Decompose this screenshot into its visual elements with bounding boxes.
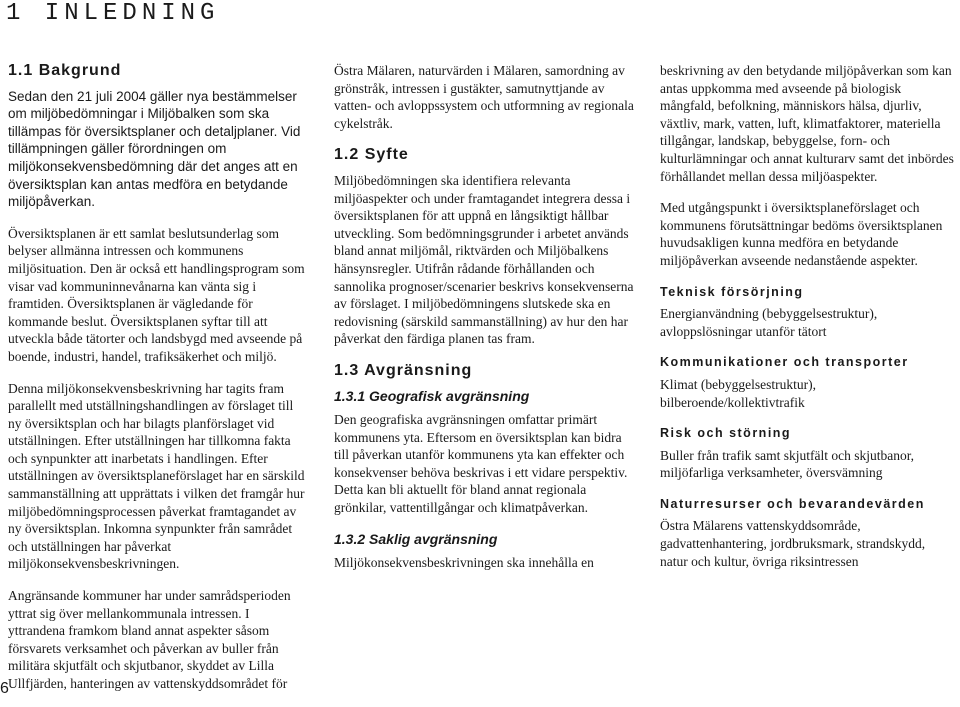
paragraph: Översiktsplanen är ett samlat beslutsunderlag som belyser allmänna intressen och kommunens miljösituation. Den är också ett handlingsprogram som visar vad kommuninnevånarna kan vänta sig i framtiden. Översiktsplanen är vägledande för kommande beslut. Översiktsplanen syftar till att utveckla både tätorter och landsbygd med avseende på boende, industri, handel, trafiksäkerhet och miljö. <box>8 225 305 364</box>
column-1 <box>8 62 308 707</box>
paragraph: Östra Mälaren, naturvärden i Mälaren, samordning av grönstråk, intressen i gustäkter, samutnyttjande av vatten- och avloppssystem och utformning av regionala cykelstråk. <box>334 63 634 131</box>
paragraph: beskrivning av den betydande miljöpåverkan som kan antas uppkomma med avseende på biologisk mångfald, befolkning, människors hälsa, djurliv, växtliv, mark, vatten, luft, klimatfaktorer, materiella tillgångar, landskap, bebyggelse, forn- och kulturlämningar och annat kulturarv samt det inbördes förhållandet mellan dessa miljöaspekter. <box>660 63 954 184</box>
paragraph: Miljökonsekvensbeskrivningen ska innehålla en <box>334 555 594 571</box>
heading-saklig: 1.3.2 Saklig avgränsning <box>334 530 498 547</box>
topic-risk: Risk och störning <box>660 426 792 441</box>
paragraph: Den geografiska avgränsningen omfattar primärt kommunens yta. Eftersom en översiktsplan kan bidra till påverkan utanför kommunens yta kan effekter och konsekvenser behöva beskrivas i ett vidare perspektiv. Detta kan bli aktuellt för bland annat regionala grönkilar, vattentillgångar och klimatpåverkan. <box>334 412 628 516</box>
paragraph: Miljöbedömningen ska identifiera relevanta miljöaspekter och under framtagandet integrera dessa i översiktsplanen för att uppnå en långsiktigt hållbar utveckling. Som bedömningsgrunder i arbetet används bland annat miljömål, riktvärden och Miljöbalkens hänsynsregler. Utifrån rådande förhållanden och sannolika prognoser/scenarier beskrivs konsekvenserna av förslaget. I miljöbedömningens slutskede ska en redovisning (särskild sammanställning) av hur den har påverkat den färdiga planen tas fram. <box>334 172 634 347</box>
paragraph: Med utgångspunkt i översiktsplaneförslaget och kommunens förutsättningar bedöms översiktsplanen huvudsakligen kunna medföra en betydande miljöpåverkan avseende nedanstående aspekter. <box>660 200 943 268</box>
page-number: 6 <box>0 680 9 697</box>
paragraph: Energianvändning (bebyggelsestruktur), avloppslösningar utanför tätort <box>660 306 878 339</box>
paragraph: Angränsande kommuner har under samrådsperioden yttrat sig över mellankommunala intressen. I yttrandena framkom bland annat aspekter såsom försvarets verksamhet och påverkan av buller från militära skjutfält och skjutbanor, skyddet av Lilla Ullfjärden, hanteringen av vattenskyddsområdet för <box>8 588 291 691</box>
paragraph: Denna miljökonsekvensbeskrivning har tagits fram parallellt med utställningshandlingen av förslaget till ny översiktsplan och har bilagts planförslaget vid utställningen. Efter utställningen har tillkomna fakta och synpunkter att inarbetats i handlingen. Efter utställningen av översiktsplaneförslaget har en särskild sammanställning att upprättats i vilken det framgår hur miljöbedömningsprocessen påverkat framtagandet av ny översiktsplan. Inkomna synpunkter från samrådet och utställningen har påverkat miljökonsekvensbeskrivningen. <box>8 380 305 572</box>
column-2 <box>334 62 634 586</box>
paragraph: Sedan den 21 juli 2004 gäller nya bestämmelser om miljöbedömningar i Miljöbalken som ska tillämpas för översiktsplaner och detaljplaner. Vid tillämpningen gäller förordningen om miljökonsekvensbedömning där det anges att en översiktsplan kan antas medföra en betydande miljöpåverkan. <box>8 88 301 210</box>
paragraph: Buller från trafik samt skjutfält och skjutbanor, miljöfarliga verksamheter, översvämning <box>660 447 915 481</box>
topic-naturresurser: Naturresurser och bevarandevärden <box>660 496 925 511</box>
paragraph: Klimat (bebyggelsestruktur), bilberoende/kollektivtrafik <box>660 376 816 410</box>
chapter-title: 1 INLEDNING <box>6 0 220 27</box>
heading-avgransning: 1.3 Avgränsning <box>334 361 473 379</box>
paragraph: Östra Mälarens vattenskyddsområde, gadvattenhantering, jordbruksmark, strandskydd, natur och kultur, övriga riksintressen <box>660 518 926 569</box>
topic-kommunikationer: Kommunikationer och transporter <box>660 355 909 370</box>
column-3 <box>660 62 956 584</box>
topic-teknisk: Teknisk försörjning <box>660 284 804 299</box>
heading-geografisk: 1.3.1 Geografisk avgränsning <box>334 387 530 404</box>
heading-syfte: 1.2 Syfte <box>334 146 409 164</box>
heading-bakgrund: 1.1 Bakgrund <box>8 62 122 79</box>
